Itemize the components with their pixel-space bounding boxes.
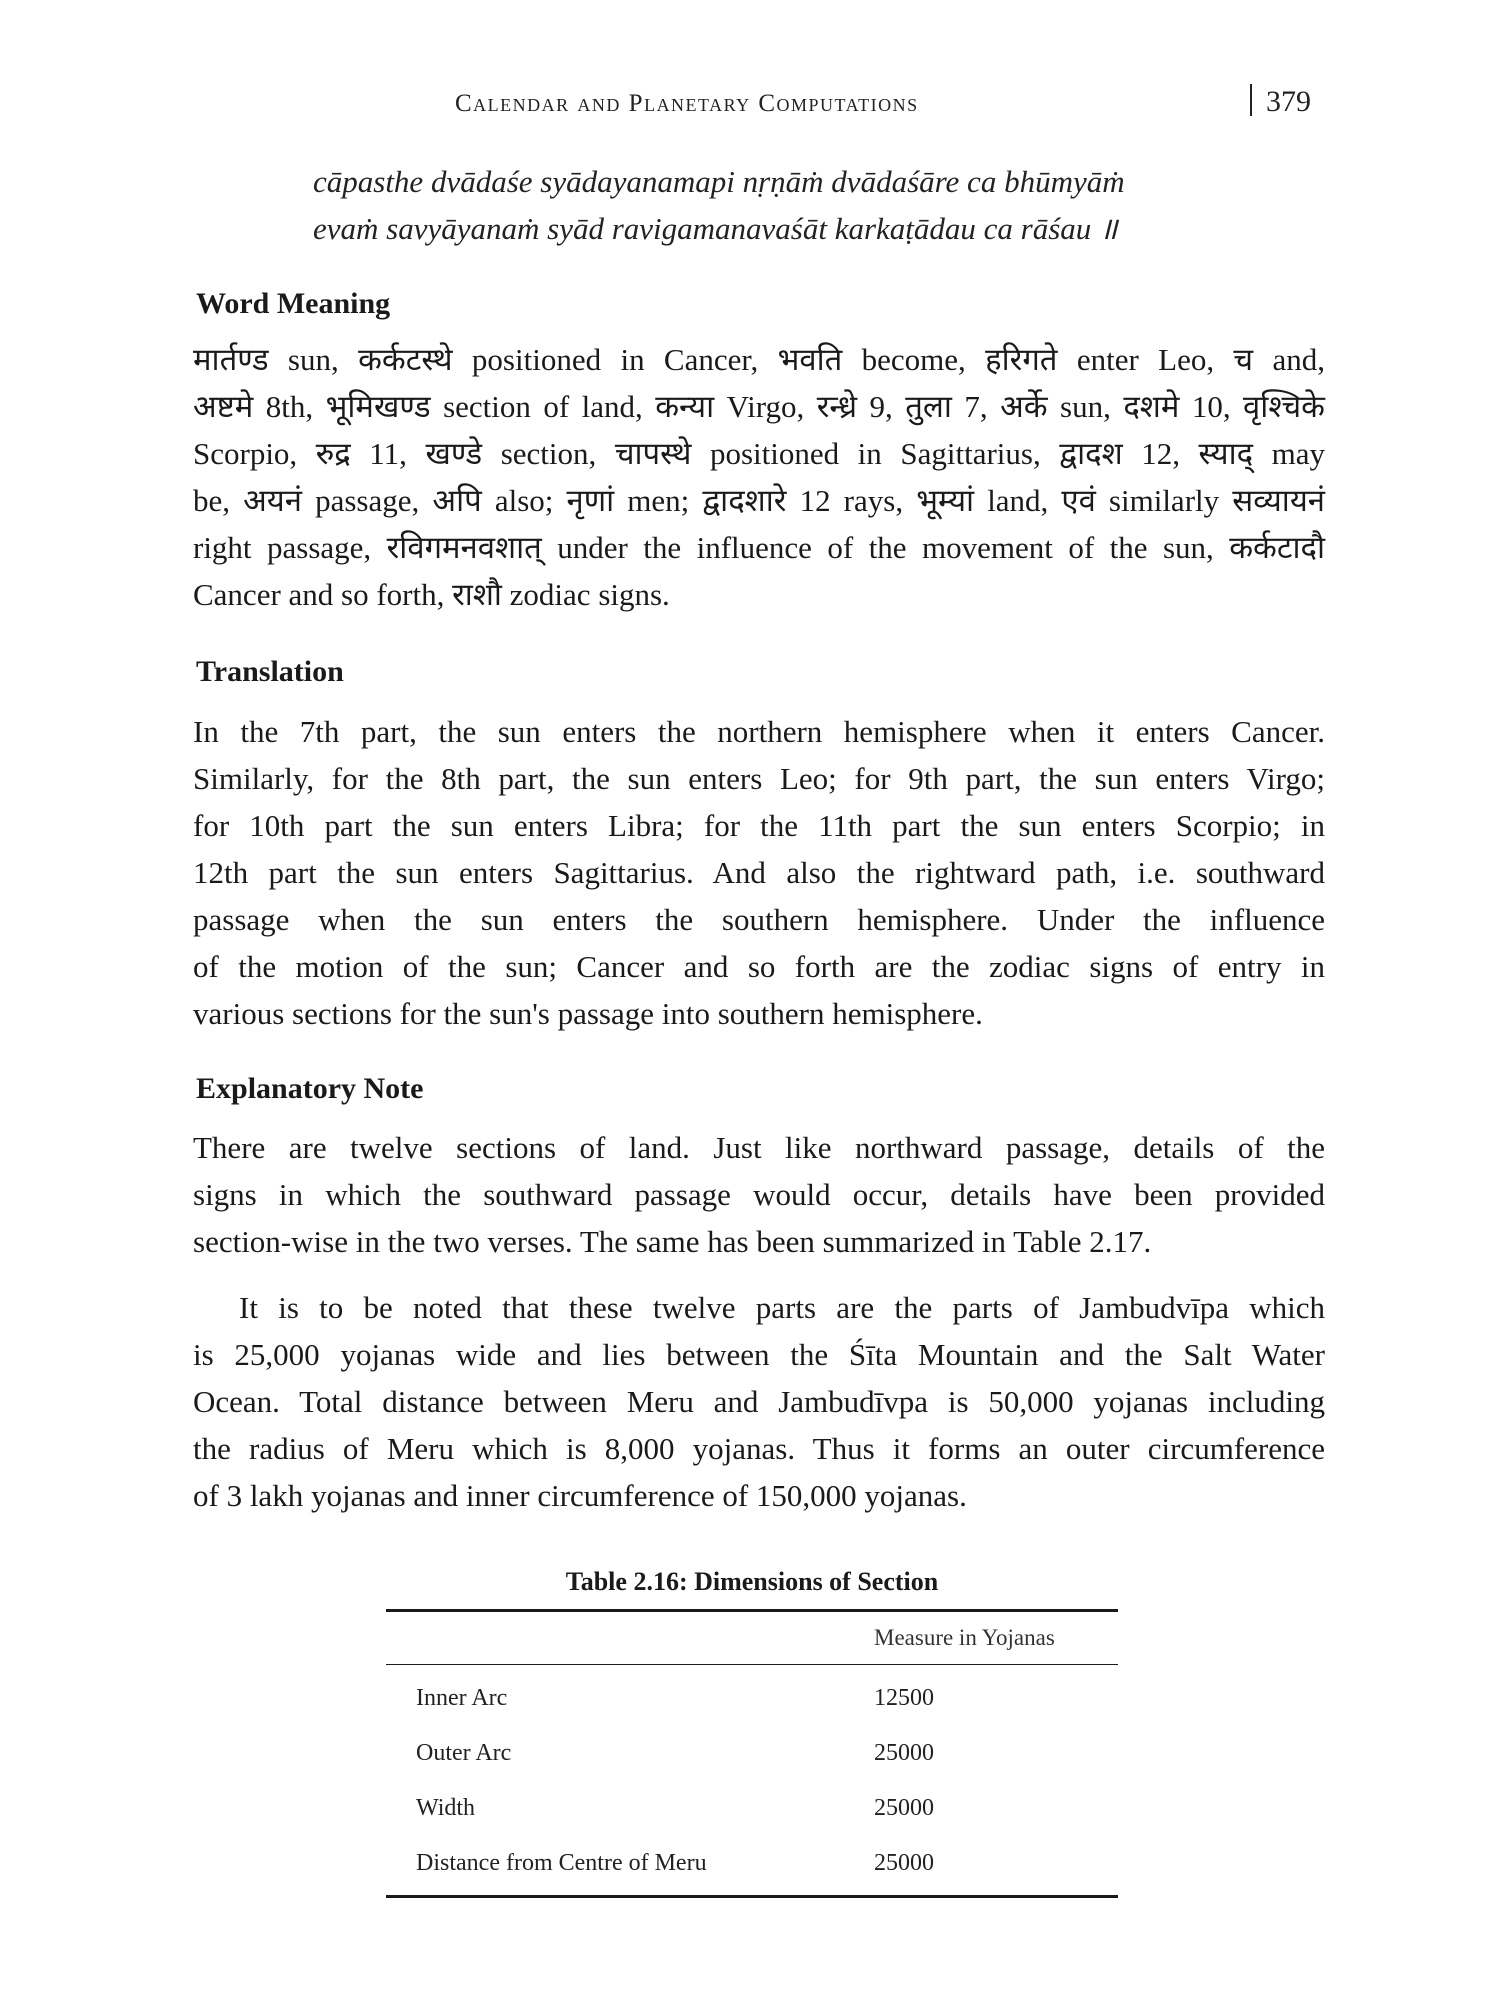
text-line: the radius of Meru which is 8,000 yojanas. Thus it forms an outer circumference xyxy=(193,1431,1325,1466)
text-line: right passage, रविगमनवशात् under the influence of the movement of the sun, कर्कटादौ xyxy=(193,530,1325,565)
page-header xyxy=(0,85,1500,128)
text-line: There are twelve sections of land. Just like northward passage, details of the xyxy=(193,1130,1325,1165)
text-line: Ocean. Total distance between Meru and Jambudīvpa is 50,000 yojanas including xyxy=(193,1384,1325,1419)
word-meaning-paragraph xyxy=(193,336,1325,618)
text-line: It is to be noted that these twelve parts are the parts of Jambudvīpa which xyxy=(239,1290,1325,1325)
table-cell-value: 25000 xyxy=(874,1740,934,1766)
page-number xyxy=(1250,84,1311,119)
explanatory-note-paragraph xyxy=(193,1124,1325,1265)
translation-heading: Translation xyxy=(196,655,344,688)
text-line: various sections for the sun's passage into southern hemisphere. xyxy=(193,996,983,1031)
text-line: 12th part the sun enters Sagittarius. And also the rightward path, i.e. southward xyxy=(193,855,1325,890)
dimensions-table xyxy=(386,1567,1118,1898)
table-cell-value: 25000 xyxy=(874,1795,934,1821)
page-number-divider xyxy=(1250,84,1252,116)
verse-line: evaṁ savyāyanaṁ syād ravigamanavaśāt karkaṭādau ca rāśau ॥ xyxy=(313,211,1118,246)
text-line: मार्तण्ड sun, कर्कटस्थे positioned in Cancer, भवति become, हरिगते enter Leo, च and, xyxy=(193,342,1325,377)
text-line: of 3 lakh yojanas and inner circumference of 150,000 yojanas. xyxy=(193,1478,967,1513)
table-row xyxy=(386,1671,1118,1726)
table-cell-value: 12500 xyxy=(874,1685,934,1711)
text-line: In the 7th part, the sun enters the northern hemisphere when it enters Cancer. xyxy=(193,714,1325,749)
text-line: Scorpio, रुद्र 11, खण्डे section, चापस्थे positioned in Sagittarius, द्वादश 12, स्याद् may xyxy=(193,436,1325,471)
text-line: Cancer and so forth, राशौ zodiac signs. xyxy=(193,577,670,612)
table-cell-label: Inner Arc xyxy=(416,1685,508,1711)
verse-line: cāpasthe dvādaśe syādayanamapi nṛṇāṁ dvādaśāre ca bhūmyāṁ xyxy=(313,164,1125,199)
table-row xyxy=(386,1836,1118,1891)
table-cell-label: Width xyxy=(416,1795,476,1821)
text-line: signs in which the southward passage would occur, details have been provided xyxy=(193,1177,1325,1212)
text-line: be, अयनं passage, अपि also; नृणां men; द्वादशारे 12 rays, भूम्यां land, एवं similarly सव्यायनं xyxy=(193,483,1325,518)
explanatory-note-heading: Explanatory Note xyxy=(196,1072,424,1105)
table-row xyxy=(386,1781,1118,1836)
text-line: Similarly, for the 8th part, the sun enters Leo; for 9th part, the sun enters Virgo; xyxy=(193,761,1325,796)
text-line: of the motion of the sun; Cancer and so forth are the zodiac signs of entry in xyxy=(193,949,1325,984)
text-line: is 25,000 yojanas wide and lies between the Śīta Mountain and the Salt Water xyxy=(193,1337,1325,1372)
table-cell-value: 25000 xyxy=(874,1850,934,1876)
table-row xyxy=(386,1726,1118,1781)
table-caption: Table 2.16: Dimensions of Section xyxy=(565,1567,939,1596)
table-bottom-rule xyxy=(386,1895,1118,1898)
text-line: अष्टमे 8th, भूमिखण्ड section of land, कन्या Virgo, रन्ध्रे 9, तुला 7, अर्के sun, दशमे 10, वृश्चिके xyxy=(193,389,1325,424)
page-number-value: 379 xyxy=(1266,85,1311,118)
table-header-cell: Measure in Yojanas xyxy=(874,1625,1055,1650)
table-cell-label: Outer Arc xyxy=(416,1740,512,1766)
table-header-row xyxy=(386,1612,1118,1664)
explanatory-note-paragraph-2 xyxy=(193,1284,1325,1519)
translation-paragraph xyxy=(193,708,1325,1037)
text-line: section-wise in the two verses. The same has been summarized in Table 2.17. xyxy=(193,1224,1152,1259)
word-meaning-heading: Word Meaning xyxy=(196,287,391,320)
running-title: Calendar and Planetary Computations xyxy=(455,90,919,117)
table-body xyxy=(386,1665,1118,1895)
table-cell-label: Distance from Centre of Meru xyxy=(416,1850,707,1876)
sanskrit-verse xyxy=(313,158,1313,252)
text-line: for 10th part the sun enters Libra; for the 11th part the sun enters Scorpio; in xyxy=(193,808,1325,843)
text-line: passage when the sun enters the southern hemisphere. Under the influence xyxy=(193,902,1325,937)
